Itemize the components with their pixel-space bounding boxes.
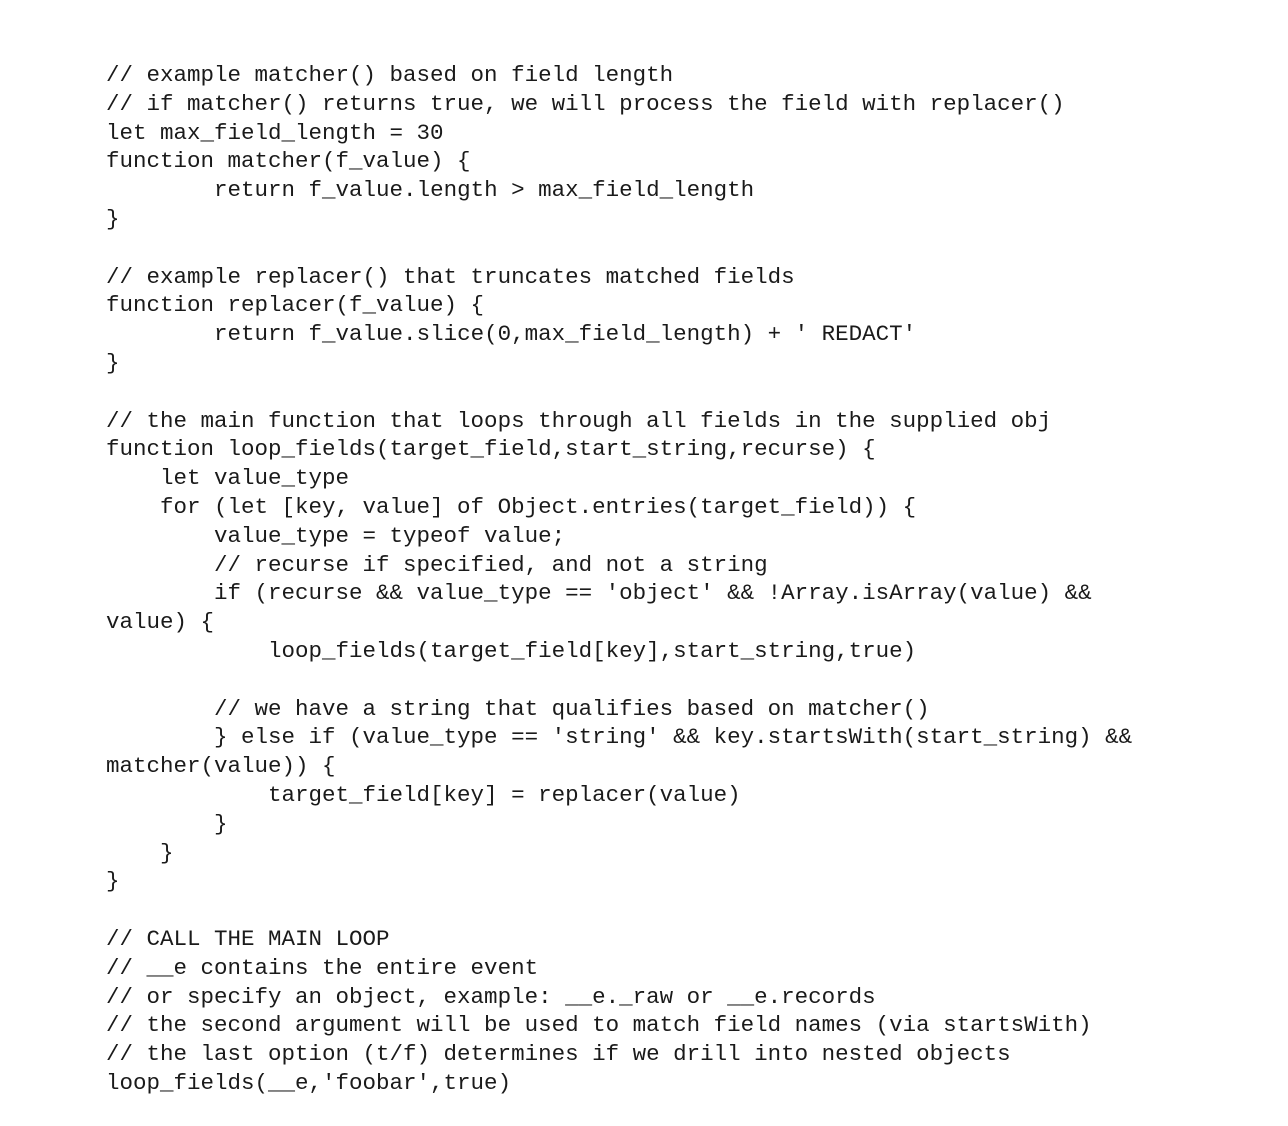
- code-line: }: [106, 205, 120, 232]
- code-line: matcher(value)) {: [106, 753, 336, 780]
- blank-line: [106, 896, 1256, 925]
- code-line: return f_value.length > max_field_length: [106, 177, 755, 204]
- code-line: function loop_fields(target_field,start_string,recurse) {: [106, 436, 876, 463]
- code-line: }: [106, 868, 120, 895]
- code-line: // recurse if specified, and not a string: [106, 551, 768, 578]
- code-line: target_field[key] = replacer(value): [106, 781, 741, 808]
- code-line: // if matcher() returns true, we will process the field with replacer(): [106, 90, 1065, 117]
- code-line: }: [106, 839, 174, 866]
- code-line: // example replacer() that truncates matched fields: [106, 263, 795, 290]
- code-line: // the last option (t/f) determines if we drill into nested objects: [106, 1041, 1011, 1068]
- code-line: } else if (value_type == 'string' && key.startsWith(start_string) &&: [106, 724, 1133, 751]
- code-line: value_type = typeof value;: [106, 522, 566, 549]
- code-line: }: [106, 349, 120, 376]
- blank-line: [106, 234, 1256, 263]
- code-line: return f_value.slice(0,max_field_length) + ' REDACT': [106, 321, 917, 348]
- code-line: function matcher(f_value) {: [106, 148, 471, 175]
- code-line: function replacer(f_value) {: [106, 292, 485, 319]
- code-line: // example matcher() based on field length: [106, 62, 674, 88]
- code-line: // the main function that loops through all fields in the supplied obj: [106, 407, 1052, 434]
- code-line: // __e contains the entire event: [106, 954, 539, 981]
- code-line: // or specify an object, example: __e._raw or __e.records: [106, 983, 876, 1010]
- code-line: }: [106, 810, 228, 837]
- code-line: value) {: [106, 609, 215, 636]
- code-line: // the second argument will be used to match field names (via startsWith): [106, 1012, 1092, 1039]
- code-block: [106, 61, 1256, 1098]
- code-line: if (recurse && value_type == 'object' && !Array.isArray(value) &&: [106, 580, 1092, 607]
- code-line: // CALL THE MAIN LOOP: [106, 925, 390, 952]
- blank-line: [106, 378, 1256, 407]
- code-line: for (let [key, value] of Object.entries(target_field)) {: [106, 493, 917, 520]
- code-line: let max_field_length = 30: [106, 119, 444, 146]
- blank-line: [106, 666, 1256, 695]
- code-line: let value_type: [106, 465, 350, 492]
- code-line: loop_fields(__e,'foobar',true): [106, 1069, 512, 1096]
- code-line: loop_fields(target_field[key],start_string,true): [106, 637, 917, 664]
- code-line: // we have a string that qualifies based on matcher(): [106, 695, 930, 722]
